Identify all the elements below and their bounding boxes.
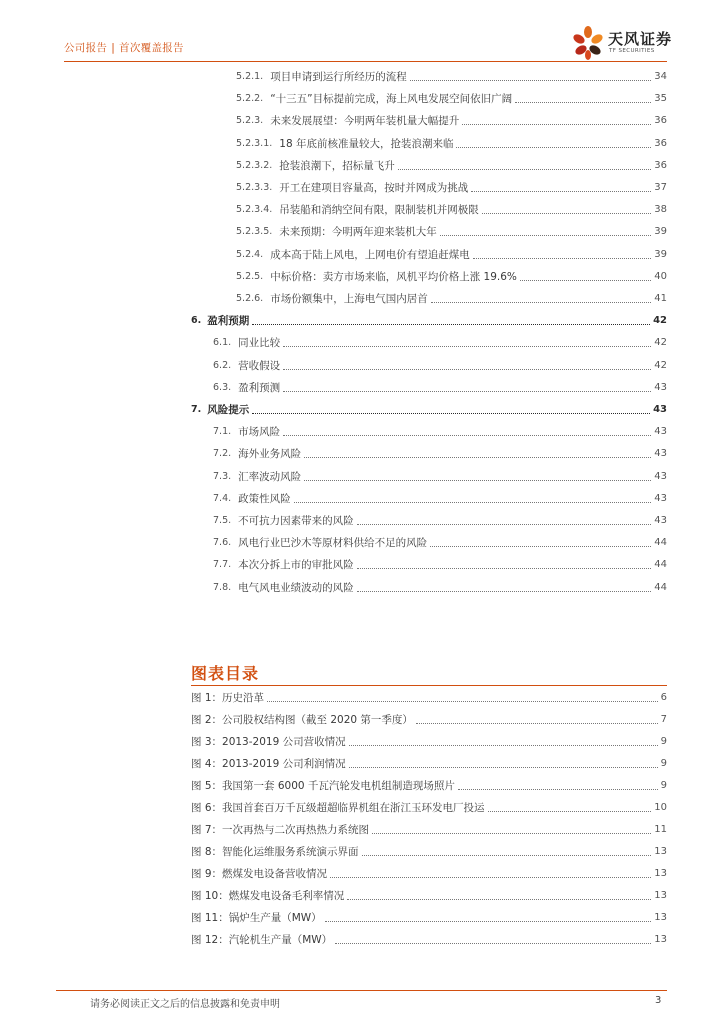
toc-entry-page: 38 <box>654 204 667 215</box>
toc-entry[interactable] <box>213 558 667 572</box>
toc-entry-title: 吊装船和消纳空间有限，限制装机并网极限 <box>279 204 479 216</box>
toc-entry-number: 7.8. <box>213 582 232 593</box>
toc-entry-title: 不可抗力因素带来的风险 <box>238 515 354 527</box>
toc-entry[interactable] <box>236 137 667 151</box>
toc-leader-dots <box>283 346 651 347</box>
toc-leader-dots <box>515 102 651 103</box>
toc-entry[interactable] <box>236 248 667 262</box>
toc-entry-title: 盈利预期 <box>207 315 250 327</box>
figure-leader-dots <box>330 877 651 878</box>
toc-entry-title: 电气风电业绩波动的风险 <box>238 582 354 594</box>
toc-entry-title: 同业比较 <box>238 337 281 349</box>
figure-leader-dots <box>458 789 658 790</box>
toc-entry-number: 5.2.3.5. <box>236 226 273 237</box>
figure-leader-dots <box>362 855 652 856</box>
toc-entry-page: 43 <box>654 382 667 393</box>
figure-leader-dots <box>349 745 658 746</box>
toc-entry-page: 42 <box>653 315 667 326</box>
figure-entry-page: 13 <box>654 934 667 945</box>
figure-entry-title: 图 7：一次再热与二次再热热力系统图 <box>191 824 370 836</box>
toc-entry-number: 5.2.4. <box>236 249 264 260</box>
figure-entry[interactable] <box>191 691 667 705</box>
figure-entry-page: 13 <box>654 846 667 857</box>
toc-entry-page: 43 <box>654 493 667 504</box>
figures-section-title: 图表目录 <box>191 664 260 683</box>
figure-entry-title: 图 3：2013-2019 公司营收情况 <box>191 736 346 748</box>
figure-entry[interactable] <box>191 911 667 925</box>
toc-entry-number: 7.1. <box>213 426 232 437</box>
toc-leader-dots <box>482 213 652 214</box>
toc-entry-number: 5.2.3.1. <box>236 138 273 149</box>
figure-entry[interactable] <box>191 713 667 727</box>
toc-entry-number: 6.1. <box>213 337 232 348</box>
toc-entry-title: 海外业务风险 <box>238 448 302 460</box>
toc-entry[interactable] <box>213 536 667 550</box>
figure-entry-title: 图 11：锅炉生产量（MW） <box>191 912 322 924</box>
logo-subtitle: TF SECURITIES <box>609 48 655 54</box>
toc-leader-dots <box>294 502 652 503</box>
toc-entry-page: 37 <box>654 182 667 193</box>
toc-leader-dots <box>440 235 652 236</box>
figure-entry-page: 9 <box>660 758 667 769</box>
toc-entry-page: 35 <box>654 93 667 104</box>
company-logo <box>571 24 681 64</box>
toc-entry[interactable] <box>236 225 667 239</box>
figure-entry-title: 图 5：我国第一套 6000 千瓦汽轮发电机组制造现场照片 <box>191 780 455 792</box>
toc-entry[interactable] <box>191 314 667 328</box>
toc-entry[interactable] <box>213 581 667 595</box>
figure-entry-title: 图 12：汽轮机生产量（MW） <box>191 934 333 946</box>
toc-entry[interactable] <box>236 70 667 84</box>
toc-entry-number: 7.5. <box>213 515 232 526</box>
toc-entry-page: 44 <box>654 559 667 570</box>
toc-entry-page: 43 <box>654 471 667 482</box>
toc-entry-number: 5.2.3.2. <box>236 160 273 171</box>
toc-entry-number: 5.2.5. <box>236 271 264 282</box>
toc-entry-page: 44 <box>654 582 667 593</box>
toc-leader-dots <box>430 546 651 547</box>
figure-leader-dots <box>488 811 652 812</box>
toc-entry[interactable] <box>213 336 667 350</box>
toc-leader-dots <box>304 480 651 481</box>
figure-entry-title: 图 4：2013-2019 公司利润情况 <box>191 758 346 770</box>
toc-entry-title: 政策性风险 <box>238 493 291 505</box>
toc-entry-title: “十三五”目标提前完成，海上风电发展空间依旧广阔 <box>270 93 513 105</box>
toc-entry-number: 5.2.3.3. <box>236 182 273 193</box>
toc-entry-title: 未来预期：今明两年迎来装机大年 <box>279 226 437 238</box>
toc-entry[interactable] <box>236 92 667 106</box>
toc-leader-dots <box>252 413 650 414</box>
figure-entry[interactable] <box>191 757 667 771</box>
toc-entry-title: 项目申请到运行所经历的流程 <box>270 71 407 83</box>
figure-entry-page: 11 <box>654 824 667 835</box>
toc-leader-dots <box>410 80 652 81</box>
toc-leader-dots <box>357 568 652 569</box>
toc-entry-page: 39 <box>654 226 667 237</box>
header-separator: | <box>111 42 116 54</box>
toc-entry[interactable] <box>213 425 667 439</box>
toc-entry-page: 39 <box>654 249 667 260</box>
flower-logo-icon <box>571 24 605 62</box>
toc-entry-page: 43 <box>654 426 667 437</box>
figure-entry-title: 图 9：燃煤发电设备营收情况 <box>191 868 328 880</box>
page-number: 3 <box>655 995 662 1006</box>
toc-entry-title: 成本高于陆上风电，上网电价有望追赶煤电 <box>270 249 470 261</box>
toc-entry[interactable] <box>236 292 667 306</box>
toc-entry-page: 36 <box>654 115 667 126</box>
toc-entry-number: 7. <box>191 404 202 415</box>
toc-leader-dots <box>520 280 651 281</box>
toc-leader-dots <box>471 191 651 192</box>
toc-entry-title: 18 年底前核准量较大，抢装浪潮来临 <box>279 138 454 150</box>
figure-entry-page: 9 <box>660 736 667 747</box>
toc-entry-number: 7.2. <box>213 448 232 459</box>
figure-leader-dots <box>267 701 658 702</box>
toc-leader-dots <box>431 302 652 303</box>
toc-entry[interactable] <box>236 270 667 284</box>
toc-entry[interactable] <box>213 381 667 395</box>
toc-entry-page: 42 <box>654 360 667 371</box>
toc-entry-page: 36 <box>654 160 667 171</box>
figure-entry-page: 13 <box>654 868 667 879</box>
toc-entry-number: 5.2.3. <box>236 115 264 126</box>
toc-entry-number: 7.6. <box>213 537 232 548</box>
toc-entry-title: 中标价格：卖方市场来临，风机平均价格上涨 19.6% <box>270 271 517 283</box>
toc-entry-page: 40 <box>654 271 667 282</box>
toc-entry-number: 6. <box>191 315 202 326</box>
toc-entry-number: 5.2.3.4. <box>236 204 273 215</box>
figure-entry-title: 图 2：公司股权结构图（截至 2020 第一季度） <box>191 714 413 726</box>
toc-leader-dots <box>304 457 651 458</box>
toc-entry-number: 7.3. <box>213 471 232 482</box>
figures-section-rule <box>191 685 667 686</box>
figure-entry-page: 9 <box>660 780 667 791</box>
toc-entry-title: 营收假设 <box>238 360 281 372</box>
toc-entry[interactable] <box>213 514 667 528</box>
toc-entry-title: 风电行业巴沙木等原材料供给不足的风险 <box>238 537 428 549</box>
figure-entry[interactable] <box>191 779 667 793</box>
toc-leader-dots <box>283 369 651 370</box>
figure-entry[interactable] <box>191 933 667 947</box>
toc-entry-number: 6.2. <box>213 360 232 371</box>
figure-entry[interactable] <box>191 889 667 903</box>
toc-entry-title: 未来发展展望：今明两年装机量大幅提升 <box>270 115 460 127</box>
toc-entry[interactable] <box>213 492 667 506</box>
toc-leader-dots <box>462 124 651 125</box>
toc-leader-dots <box>283 435 651 436</box>
toc-leader-dots <box>456 147 651 148</box>
toc-entry-page: 36 <box>654 138 667 149</box>
toc-entry-title: 市场风险 <box>238 426 281 438</box>
figure-entry[interactable] <box>191 867 667 881</box>
figure-leader-dots <box>372 833 651 834</box>
toc-entry-page: 41 <box>654 293 667 304</box>
figure-entry-title: 图 10：燃煤发电设备毛利率情况 <box>191 890 345 902</box>
toc-entry[interactable] <box>236 159 667 173</box>
toc-entry-page: 44 <box>654 537 667 548</box>
toc-leader-dots <box>398 169 652 170</box>
toc-entry[interactable] <box>191 403 667 417</box>
toc-leader-dots <box>473 258 652 259</box>
figure-leader-dots <box>349 767 658 768</box>
figure-entry-page: 13 <box>654 912 667 923</box>
figure-leader-dots <box>347 899 651 900</box>
toc-entry-page: 42 <box>654 337 667 348</box>
toc-entry-number: 5.2.2. <box>236 93 264 104</box>
report-subcategory: 首次覆盖报告 <box>119 42 184 54</box>
toc-entry[interactable] <box>213 470 667 484</box>
toc-entry[interactable] <box>213 447 667 461</box>
figure-entry-page: 10 <box>654 802 667 813</box>
toc-entry-page: 43 <box>654 515 667 526</box>
toc-entry-page: 43 <box>654 448 667 459</box>
figure-entry[interactable] <box>191 801 667 815</box>
toc-entry-title: 开工在建项目容量高，按时并网成为挑战 <box>279 182 469 194</box>
figure-leader-dots <box>335 943 651 944</box>
figure-entry[interactable] <box>191 823 667 837</box>
figure-entry-title: 图 1：历史沿革 <box>191 692 265 704</box>
toc-leader-dots <box>252 324 650 325</box>
toc-entry-title: 盈利预测 <box>238 382 281 394</box>
report-category: 公司报告 <box>64 42 108 54</box>
figure-leader-dots <box>416 723 658 724</box>
toc-entry[interactable] <box>236 181 667 195</box>
toc-leader-dots <box>357 591 652 592</box>
toc-entry-title: 本次分拆上市的审批风险 <box>238 559 354 571</box>
toc-entry-number: 6.3. <box>213 382 232 393</box>
disclaimer-note: 请务必阅读正文之后的信息披露和免责申明 <box>90 999 280 1010</box>
toc-entry-number: 5.2.6. <box>236 293 264 304</box>
toc-entry-page: 43 <box>653 404 667 415</box>
toc-entry-title: 抢装浪潮下，招标量飞升 <box>279 160 395 172</box>
footer-divider <box>56 990 667 991</box>
toc-entry-number: 7.4. <box>213 493 232 504</box>
toc-leader-dots <box>357 524 652 525</box>
toc-entry-number: 5.2.1. <box>236 71 264 82</box>
figure-entry[interactable] <box>191 735 667 749</box>
figure-entry[interactable] <box>191 845 667 859</box>
toc-entry-page: 34 <box>654 71 667 82</box>
figure-entry-page: 13 <box>654 890 667 901</box>
figure-entry-title: 图 8：智能化运维服务系统演示界面 <box>191 846 359 858</box>
logo-name: 天风证券 <box>608 30 673 48</box>
figure-leader-dots <box>325 921 652 922</box>
toc-entry-title: 风险提示 <box>207 404 250 416</box>
figure-entry-title: 图 6：我国首套百万千瓦级超超临界机组在浙江玉环发电厂投运 <box>191 802 485 814</box>
toc-leader-dots <box>283 391 651 392</box>
toc-entry[interactable] <box>213 359 667 373</box>
report-type-header <box>64 40 184 55</box>
toc-entry[interactable] <box>236 203 667 217</box>
figure-entry-page: 6 <box>660 692 667 703</box>
toc-entry-title: 市场份额集中，上海电气国内居首 <box>270 293 428 305</box>
toc-entry-number: 7.7. <box>213 559 232 570</box>
toc-entry-title: 汇率波动风险 <box>238 471 302 483</box>
figure-entry-page: 7 <box>660 714 667 725</box>
toc-entry[interactable] <box>236 114 667 128</box>
